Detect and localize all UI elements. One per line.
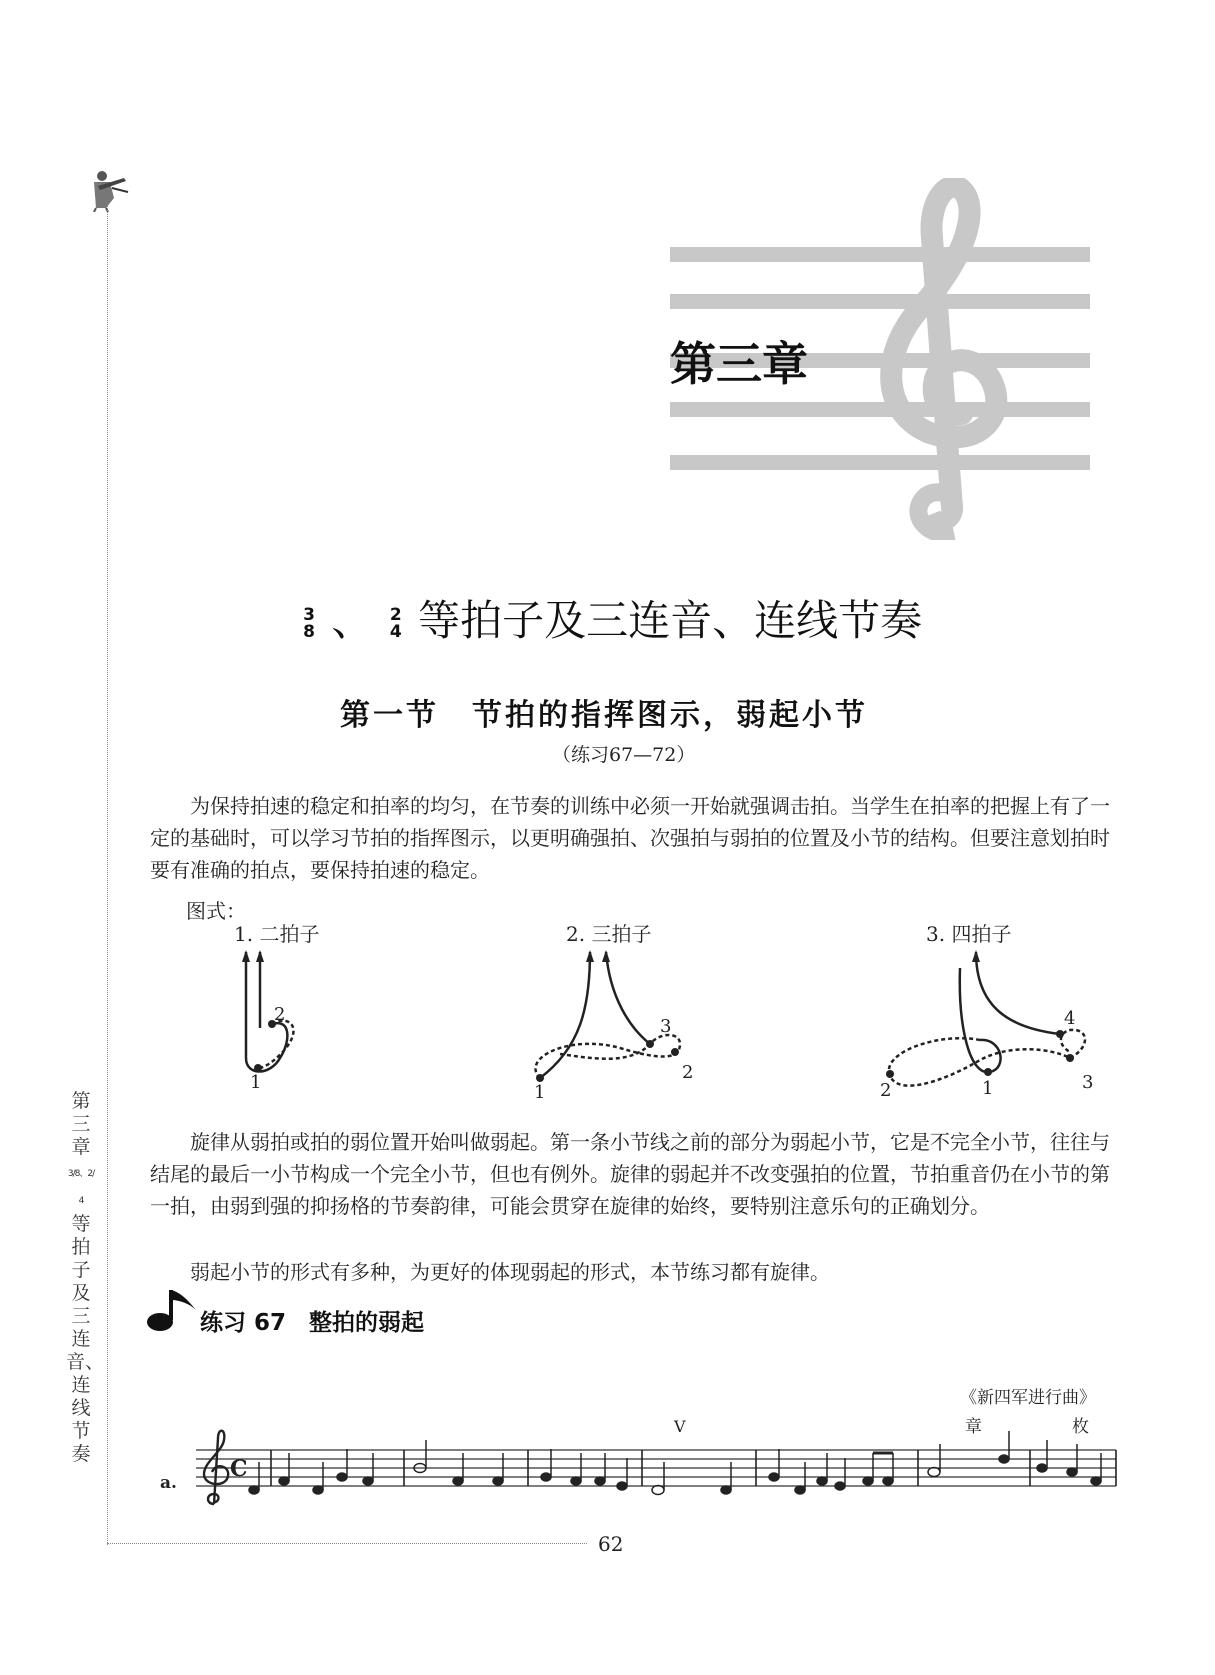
paragraph-forms: 弱起小节的形式有多种，为更好的体现弱起的形式，本节练习都有旋律。 (190, 1260, 830, 1284)
running-title: 第三章 3/8、2/4 等拍子及三连音、连线节奏 (66, 1090, 105, 1465)
running-title-text: 等拍子及三连音、连线节奏 (66, 1213, 105, 1465)
composer-name: 章 (965, 1417, 982, 1437)
diagram-label-duple: 1. 二拍子 (234, 922, 320, 946)
margin-rule (107, 205, 108, 1545)
section-subtitle: （练习67—72） (552, 744, 696, 766)
composer-name: 枚 (1072, 1417, 1089, 1437)
music-staff (196, 1418, 1118, 1518)
chapter-title-text: 等拍子及三连音、连线节奏 (418, 596, 923, 645)
beat-point-label: 3 (1082, 1072, 1094, 1093)
meter-3-8: 3 8 (303, 604, 315, 642)
exercise-title: 练习 67 整拍的弱起 (200, 1310, 425, 1336)
section-title: 第一节 节拍的指挥图示，弱起小节 (340, 698, 868, 733)
conducting-diagram-triple (510, 948, 730, 1098)
piece-source: 《新四军进行曲》 (960, 1388, 1096, 1408)
page-number: 62 (598, 1532, 624, 1556)
paragraph-intro: 为保持拍速的稳定和拍率的均匀，在节奏的训练中必须一开始就强调击拍。当学生在拍率的把握上有了一定的基础时，可以学习节拍的指挥图示，以更明确强拍、次强拍与弱拍的位置及小节的结构。但要注意划拍时要有准确的拍点，要保持拍速的稳定。 (150, 794, 1110, 882)
beat-point-label: 3 (660, 1016, 672, 1037)
beat-point-label: 2 (274, 1004, 286, 1025)
running-title-meter-b: 2/4 (78, 1169, 95, 1206)
breath-mark: V (674, 1418, 686, 1436)
footer-rule (107, 1543, 587, 1544)
conducting-diagram-quadruple (870, 948, 1120, 1098)
running-title-chapter: 第三章 (71, 1090, 91, 1158)
beat-point-label: 1 (982, 1078, 994, 1098)
beat-point-label: 4 (1064, 1008, 1076, 1029)
diagram-label-triple: 2. 三拍子 (566, 922, 652, 946)
treble-clef-icon (870, 178, 1030, 540)
chapter-label: 第三章 (670, 337, 808, 391)
figure-label: 图式： (186, 899, 246, 923)
meter-2-4: 2 4 (389, 604, 402, 642)
title-separator: 、 (331, 596, 374, 645)
conducting-diagram-duple (230, 948, 330, 1088)
beat-point-label: 1 (250, 1072, 262, 1088)
svg-text:C: C (230, 1456, 248, 1482)
row-label: a. (160, 1473, 177, 1493)
beat-point-label: 2 (682, 1062, 694, 1083)
beat-point-label: 2 (880, 1080, 892, 1098)
beat-point-label: 1 (534, 1082, 546, 1098)
paragraph-anacrusis: 旋律从弱拍或拍的弱位置开始叫做弱起。第一条小节线之前的部分为弱起小节，它是不完全小节，往往与结尾的最后一小节构成一个完全小节，但也有例外。旋律的弱起并不改变强拍的位置，节拍重音仍在小节的第一拍，由弱到强的抑扬格的节奏韵律，可能会贯穿在旋律的始终，要特别注意乐句的正确划分。 (150, 1130, 1110, 1218)
running-title-meter-a: 3/8 (67, 1169, 80, 1179)
diagram-label-quadruple: 3. 四拍子 (926, 922, 1012, 946)
chapter-title (300, 588, 1020, 648)
eighth-note-icon (146, 1286, 200, 1332)
